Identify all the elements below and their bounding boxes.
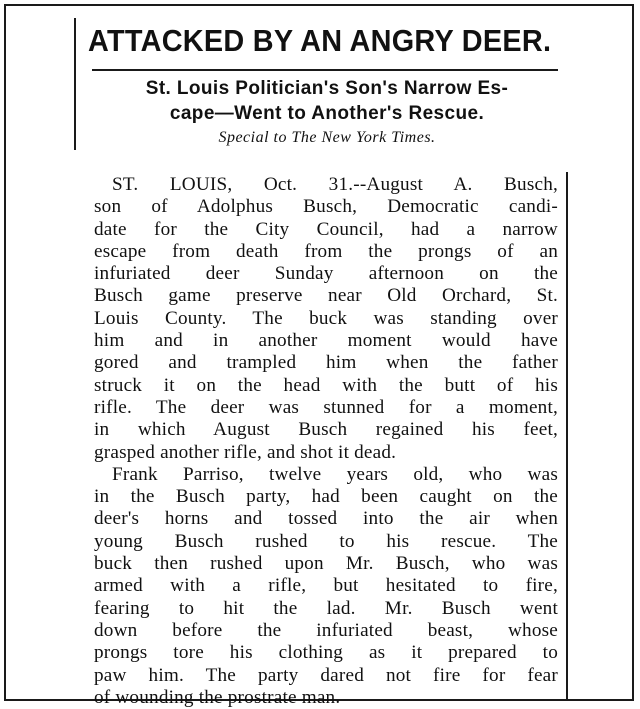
body-line: gored and trampled him when the father	[94, 352, 558, 374]
body-line: paw him. The party dared not fire for fear	[94, 664, 558, 686]
body-line: of wounding the prostrate man.	[94, 686, 341, 708]
body-line: armed with a rifle, but hesitated to fire,	[94, 575, 558, 597]
body-line: down before the infuriated beast, whose	[94, 619, 558, 641]
body-line: Frank Parriso, twelve years old, who was	[112, 463, 558, 485]
body-line: deer's horns and tossed into the air when	[94, 508, 558, 530]
body-line: date for the City Council, had a narrow	[94, 218, 558, 240]
headline: ATTACKED BY AN ANGRY DEER.	[88, 23, 552, 58]
body-line: rifle. The deer was stunned for a moment,	[94, 396, 558, 418]
body-line: struck it on the head with the butt of his	[94, 374, 558, 396]
body-line: grasped another rifle, and shot it dead.	[94, 441, 397, 463]
subheadline-line: St. Louis Politician's Son's Narrow Es-	[145, 78, 509, 99]
column-rule-right	[566, 172, 568, 700]
body-line: infuriated deer Sunday afternoon on the	[94, 263, 558, 285]
body-line: escape from death from the prongs of an	[94, 240, 558, 262]
headline-divider	[92, 69, 558, 71]
byline: Special to The New York Times.	[218, 129, 436, 146]
body-line: in which August Busch regained his feet,	[94, 419, 558, 441]
body-line: fearing to hit the lad. Mr. Busch went	[94, 597, 558, 619]
body-line: in the Busch party, had been caught on the	[94, 486, 558, 508]
body-line: young Busch rushed to his rescue. The	[94, 530, 558, 552]
body-line: Louis County. The buck was standing over	[94, 307, 558, 329]
subheadline	[92, 76, 562, 126]
newspaper-clipping	[74, 12, 568, 708]
subheadline-line: cape—Went to Another's Rescue.	[169, 103, 485, 124]
body-line: buck then rushed upon Mr. Busch, who was	[94, 553, 558, 575]
body-line: Busch game preserve near Old Orchard, St.	[94, 285, 558, 307]
article-body	[94, 174, 558, 709]
body-line: ST. LOUIS, Oct. 31.--August A. Busch,	[112, 174, 558, 195]
body-line: prongs tore his clothing as it prepared to	[94, 642, 558, 664]
image-frame	[4, 4, 634, 708]
column-rule-left	[74, 18, 76, 150]
body-line: him and in another moment would have	[94, 330, 558, 352]
body-line: son of Adolphus Busch, Democratic candi-	[94, 196, 558, 218]
